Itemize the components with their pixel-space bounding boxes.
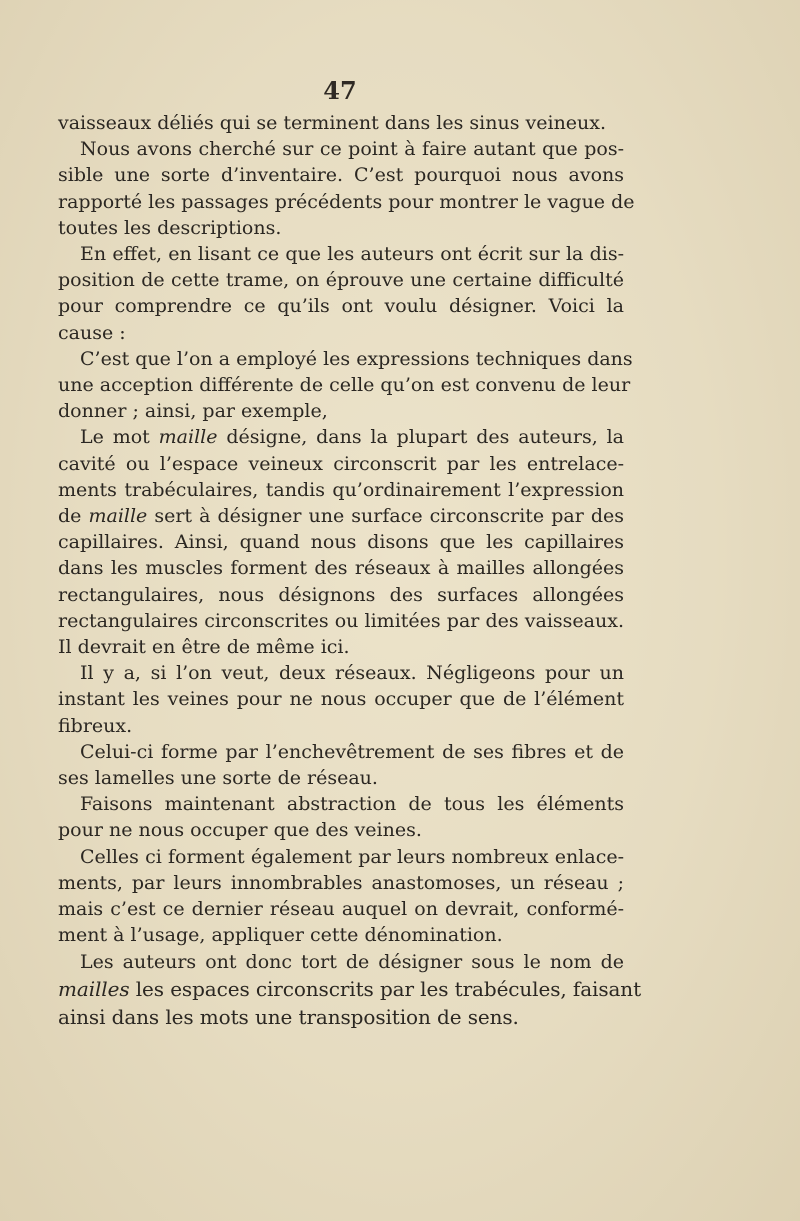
- text-segment: pour ne nous occuper que des veines.: [58, 819, 422, 842]
- text-line: [58, 162, 624, 188]
- text-line: [58, 949, 624, 975]
- text-segment: rapporté les passages précédents pour montrer le vague de: [58, 190, 635, 213]
- text-line: [58, 241, 624, 267]
- text-segment: vaisseaux déliés qui se terminent dans les sinus veineux.: [58, 112, 607, 134]
- text-line: [58, 975, 642, 1003]
- text-line: [58, 686, 624, 712]
- text-segment: désigne, dans la plupart des auteurs, la: [217, 426, 625, 449]
- page-number: 47: [323, 76, 357, 105]
- text-line: [58, 293, 624, 319]
- text-segment: dans les muscles forment des réseaux à mailles allongées: [58, 557, 624, 580]
- text-line: [58, 1003, 624, 1031]
- text-line: [58, 713, 624, 739]
- body-text: [58, 110, 642, 1031]
- text-segment: Nous avons cherché sur ce point à faire autant que pos-: [80, 138, 624, 161]
- text-segment: Les auteurs ont donc tort de désigner sous le nom de: [80, 950, 624, 973]
- text-segment: Faisons maintenant abstraction de tous les éléments: [80, 793, 624, 816]
- text-segment: ment à l’usage, appliquer cette dénomination.: [58, 924, 503, 947]
- text-segment: mais c’est ce dernier réseau auquel on devrait, conformé-: [58, 898, 624, 921]
- text-line: [58, 660, 624, 686]
- text-segment: cause :: [58, 321, 126, 344]
- text-segment: sible une sorte d’inventaire. C’est pourquoi nous avons: [58, 164, 624, 187]
- italic-term: maille: [158, 426, 218, 449]
- text-segment: ainsi dans les mots une transposition de sens.: [58, 1004, 519, 1029]
- text-segment: Il y a, si l’on veut, deux réseaux. Négligeons pour un: [80, 662, 624, 685]
- text-segment: Il devrait en être de même ici.: [58, 636, 350, 659]
- text-line: [58, 529, 624, 555]
- text-segment: cavité ou l’espace veineux circonscrit par les entrelace-: [58, 452, 624, 475]
- text-line: [58, 870, 624, 896]
- text-segment: Le mot: [80, 426, 159, 449]
- text-segment: sert à désigner une surface circonscrite par des: [147, 505, 624, 528]
- text-line: [58, 372, 631, 398]
- text-line: [58, 215, 624, 241]
- text-line: [58, 503, 624, 529]
- text-line: [58, 765, 624, 791]
- text-segment: capillaires. Ainsi, quand nous disons que les capillaires: [58, 531, 624, 554]
- text-line: [58, 896, 624, 922]
- text-line: [58, 136, 624, 162]
- text-line: [58, 267, 624, 293]
- text-segment: instant les veines pour ne nous occuper que de l’élément: [58, 688, 624, 711]
- text-line: [58, 398, 624, 424]
- text-line: [58, 451, 624, 477]
- text-line: [58, 555, 624, 581]
- text-line: [58, 791, 624, 817]
- text-segment: ments, par leurs innombrables anastomoses, un réseau ;: [58, 871, 624, 894]
- text-segment: toutes les descriptions.: [58, 216, 282, 239]
- text-segment: Celui-ci forme par l’enchevêtrement de ses fibres et de: [80, 740, 624, 763]
- text-segment: fibreux.: [58, 714, 133, 737]
- text-segment: position de cette trame, on éprouve une certaine difficulté: [58, 269, 624, 292]
- text-segment: rectangulaires, nous désignons des surfaces allongées: [58, 583, 624, 606]
- text-segment: rectangulaires circonscrites ou limitées par des vaisseaux.: [58, 609, 624, 632]
- text-segment: une acception différente de celle qu’on est convenu de leur: [58, 374, 631, 397]
- text-line: [58, 817, 624, 843]
- text-line: [58, 346, 633, 372]
- text-line: [58, 844, 624, 870]
- text-segment: En effet, en lisant ce que les auteurs ont écrit sur la dis-: [80, 243, 624, 266]
- text-line: [58, 634, 624, 660]
- text-line: [58, 189, 635, 215]
- text-segment: C’est que l’on a employé les expressions techniques dans: [80, 347, 633, 370]
- italic-term: maille: [88, 505, 148, 528]
- text-line: [58, 922, 624, 948]
- text-line: [58, 320, 624, 346]
- text-segment: pour comprendre ce qu’ils ont voulu désigner. Voici la: [58, 295, 624, 318]
- italic-term: mailles: [58, 976, 130, 1001]
- text-line: [58, 739, 624, 765]
- text-segment: Celles ci forment également par leurs nombreux enlace-: [80, 845, 624, 868]
- text-segment: de: [58, 505, 89, 528]
- text-line: [58, 477, 624, 503]
- text-segment: les espaces circonscrits par les trabécules, faisant: [129, 976, 642, 1001]
- text-line: [58, 110, 624, 136]
- text-line: [58, 582, 624, 608]
- text-segment: ments trabéculaires, tandis qu’ordinairement l’expression: [58, 478, 624, 501]
- text-segment: donner ; ainsi, par exemple,: [58, 400, 328, 423]
- text-line: [58, 424, 624, 450]
- text-segment: ses lamelles une sorte de réseau.: [58, 767, 378, 790]
- text-line: [58, 608, 624, 634]
